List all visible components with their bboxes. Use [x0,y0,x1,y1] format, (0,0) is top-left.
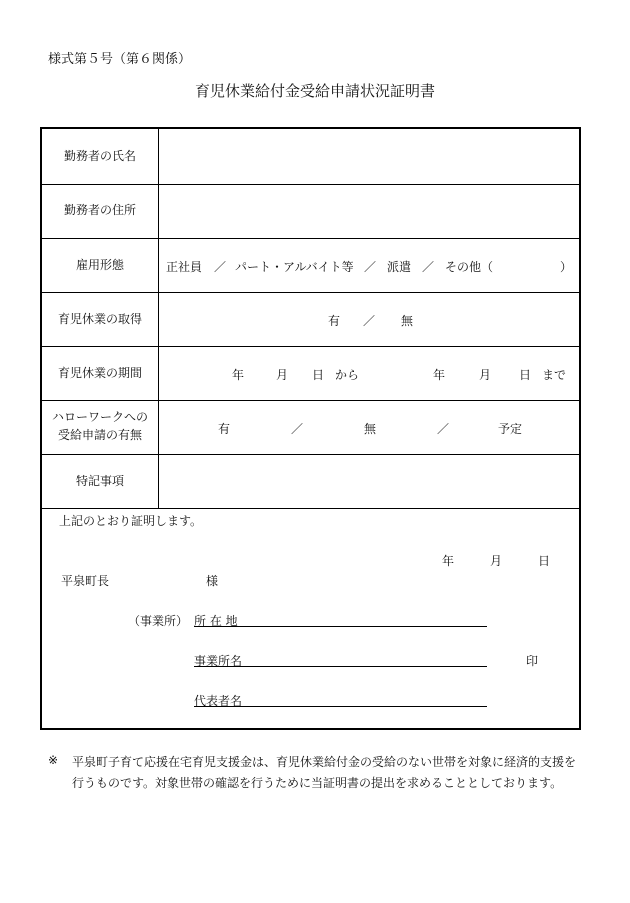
separator: ／ [364,260,377,274]
worker-name-field[interactable] [160,129,579,183]
certification-statement: 上記のとおり証明します。 [59,514,203,528]
hellowork-label-line2: 受給申請の有無 [57,428,142,442]
row-divider [42,346,579,347]
option-other[interactable]: その他（ [445,260,494,274]
option-hellowork-yes[interactable]: 有 [218,422,231,436]
seal-mark: 印 [526,654,539,668]
start-year[interactable]: 年 [232,368,245,382]
footnote-mark: ※ [48,753,59,767]
representative-label: 代表者名 [194,694,243,708]
cert-date-month[interactable]: 月 [490,554,503,568]
hellowork-label-line1: ハローワークへの [51,410,148,424]
worker-address-label: 勤務者の住所 [63,203,136,217]
option-leave-yes[interactable]: 有 [328,314,341,328]
cert-date-year[interactable]: 年 [442,554,455,568]
honorific: 様 [206,574,219,588]
end-day[interactable]: 日 [519,368,532,382]
employment-type-label: 雇用形態 [75,258,124,272]
option-leave-no[interactable]: 無 [401,314,414,328]
footnote-line-2: 行うものです。対象世帯の確認を行うために当証明書の提出を求めることとしております。 [72,776,563,790]
worker-address-field[interactable] [160,185,579,237]
label-column-divider [158,129,159,509]
office-label: （事業所） [128,614,189,628]
end-month[interactable]: 月 [479,368,492,382]
separator: ／ [291,422,304,436]
option-regular-employee[interactable]: 正社員 [166,260,203,274]
option-part-time[interactable]: パート・アルバイト等 [235,260,354,274]
representative-field[interactable] [194,706,487,707]
separator: ／ [363,314,376,328]
option-dispatch[interactable]: 派遣 [387,260,412,274]
addressee: 平泉町長 [61,574,110,588]
document-title: 育児休業給付金受給申請状況証明書 [194,82,435,100]
childcare-leave-label: 育児休業の取得 [57,312,142,326]
leave-period-label: 育児休業の期間 [57,366,142,380]
office-name-field[interactable] [194,666,487,667]
separator: ／ [422,260,435,274]
remarks-label: 特記事項 [75,474,124,488]
row-divider [42,508,579,509]
cert-date-day[interactable]: 日 [538,554,551,568]
until-text: まで [542,368,567,382]
footnote-line-1: 平泉町子育て応援在宅育児支援金は、育児休業給付金の受給のない世帯を対象に経済的支援を [72,755,577,769]
row-divider [42,238,579,239]
row-divider [42,400,579,401]
row-divider [42,292,579,293]
worker-name-label: 勤務者の氏名 [63,149,136,163]
separator: ／ [214,260,227,274]
end-year[interactable]: 年 [433,368,446,382]
start-day[interactable]: 日 [312,368,325,382]
option-other-close: ） [560,260,573,274]
option-hellowork-no[interactable]: 無 [364,422,377,436]
separator: ／ [437,422,450,436]
location-label: 所 在 地 [194,614,238,628]
start-month[interactable]: 月 [276,368,289,382]
option-hellowork-planned[interactable]: 予定 [498,422,523,436]
location-field[interactable] [194,626,487,627]
form-number: 様式第５号（第６関係） [48,52,192,67]
certificate-form [40,127,581,730]
from-text: から [335,368,360,382]
remarks-field[interactable] [160,455,579,507]
office-name-label: 事業所名 [194,654,243,668]
